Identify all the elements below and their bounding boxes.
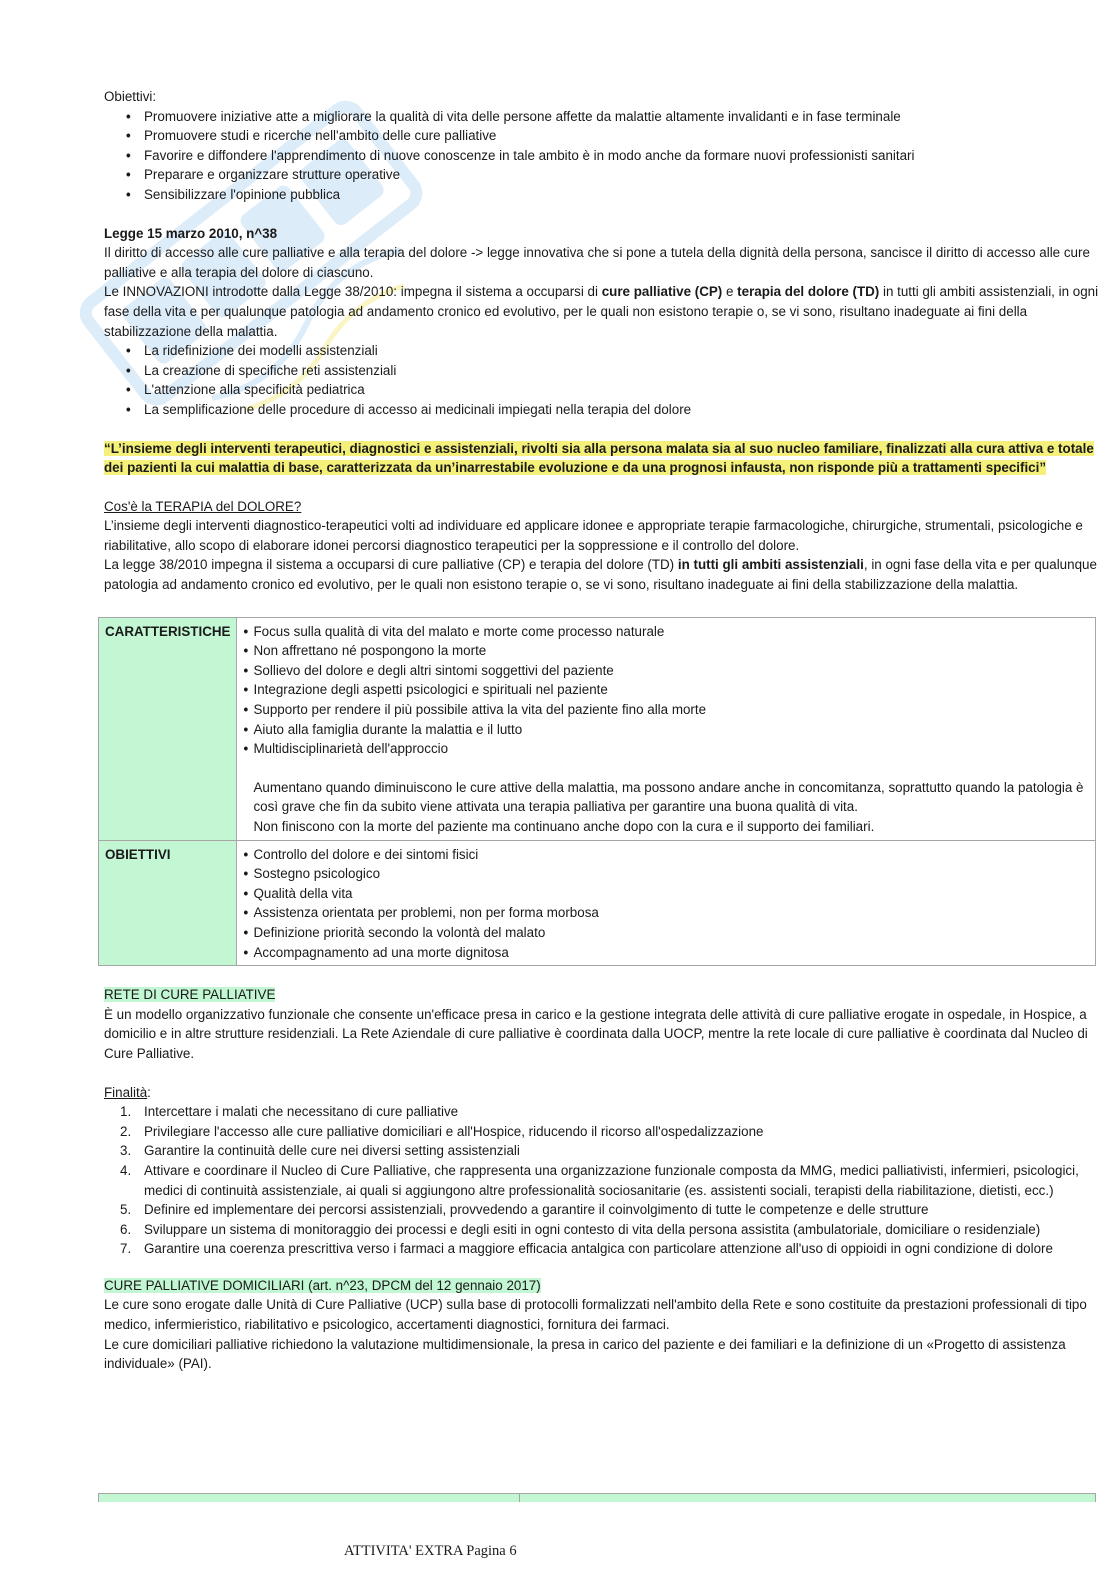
caratteristiche-note-1: Aumentano quando diminuiscono le cure attive della malattia, ma possono andare anche in concomitanza, soprattutto quando la patologia è così grave che fin da subito viene attivata una terapia palliativa per garantire una buona qualità di vita. [253, 779, 1084, 815]
page-footer: ATTIVITA' EXTRA Pagina 6 [344, 1543, 517, 1559]
list-item: 1. Intercettare i malati che necessitano di cure palliative [120, 1104, 459, 1120]
list-item: 4. Attivare e coordinare il Nucleo di Cure Palliative, che rappresenta una organizzazione funzionale composta da MMG, medici palliativisti, infermieri, psicologici, medici di continuità assistenziale, ai quali si aggiungono altre professionalità sociosanitarie (es. assistenti sociali, terapisti della riabilitazione, dietisti, ecc.) [120, 1162, 1079, 1198]
obiettivi-heading: Obiettivi: [104, 89, 157, 104]
rete-paragraph: È un modello organizzativo funzionale che consente un'efficace presa in carico e la gestione integrata delle attività di cure palliative erogate in ospedale, in Hospice, a domicilio e in altre strutture residenziali. La Rete Aziendale di cure palliative è coordinata dalla UOCP, mentre la rete locale di cure palliative è coordinata dal Nucleo di Cure Palliative. [104, 1006, 1088, 1061]
list-item: • Controllo del dolore e dei sintomi fisici [243, 845, 1089, 865]
list-item: • La creazione di specifiche reti assistenziali [124, 361, 1104, 381]
list-item: • Sollievo del dolore e degli altri sintomi soggettivi del paziente [243, 661, 1089, 681]
list-item: 2. Privilegiare l'accesso alle cure palliative domiciliari e all'Hospice, riducendo il ricorso all'ospedalizzazione [120, 1123, 764, 1139]
list-item: • Integrazione degli aspetti psicologici e spirituali nel paziente [243, 680, 1089, 700]
list-item: • Qualità della vita [243, 884, 1089, 904]
finalita-heading: Finalità: [104, 1084, 151, 1100]
list-item: 5. Definire ed implementare dei percorsi assistenziali, provvedendo a garantire il coinvolgimento di tutte le competenze e delle strutture [120, 1202, 929, 1218]
obiettivi-list [104, 107, 1104, 205]
list-item: • Multidisciplinarietà dell'approccio [243, 739, 1089, 759]
definition-quote: “L’insieme degli interventi terapeutici, diagnostici e assistenziali, rivolti sia alla persona malata sia al suo nucleo familiare, finalizzati alla cura attiva e totale dei pazienti la cui malattia di base, caratterizzata da un’inarrestabile evoluzione e da una prognosi infausta, non risponde più a trattamenti specifici” [104, 440, 1094, 476]
cure-palliative-table [98, 617, 1096, 967]
table-row [99, 617, 1096, 840]
list-item: 6. Sviluppare un sistema di monitoraggio dei processi e degli esiti in ogni contesto di vita della persona assistita (ambulatoriale, domiciliare o residenziale) [120, 1221, 1041, 1237]
legge-title: Legge 15 marzo 2010, n^38 [104, 225, 278, 241]
caratteristiche-cell [237, 617, 1096, 840]
list-item: • Accompagnamento ad una morte dignitosa [243, 943, 1089, 963]
list-item: • Assistenza orientata per problemi, non per forma morbosa [243, 903, 1089, 923]
list-item: • L'attenzione alla specificità pediatrica [124, 380, 1104, 400]
obiettivi-cell [237, 840, 1096, 966]
list-item: • Favorire e diffondere l'apprendimento di nuove conoscenze in tale ambito è in modo anche da formare nuovi professionisti sanitari [124, 146, 1104, 166]
list-item: • Focus sulla qualità di vita del malato e morte come processo naturale [243, 622, 1089, 642]
list-item: 7. Garantire una coerenza prescrittiva verso i farmaci a maggiore efficacia antalgica con particolare attenzione all'uso di oppioidi in ogni condizione di dolore [120, 1241, 1053, 1257]
list-item: • Non affrettano né pospongono la morte [243, 641, 1089, 661]
caratteristiche-note-2: Non finiscono con la morte del paziente ma continuano anche dopo con la cura e il supporto dei familiari. [253, 819, 875, 834]
list-item: • Definizione priorità secondo la volontà del malato [243, 923, 1089, 943]
bottom-table-fragment [98, 1490, 1096, 1502]
innovazioni-list [104, 341, 1104, 419]
list-item: • Sostegno psicologico [243, 864, 1089, 884]
list-item: • Promuovere studi e ricerche nell'ambito delle cure palliative [124, 126, 1104, 146]
caratteristiche-label: CARATTERISTICHE [99, 617, 237, 840]
list-item: • Supporto per rendere il più possibile attiva la vita del paziente fino alla morte [243, 700, 1089, 720]
domiciliari-paragraph-1: Le cure sono erogate dalle Unità di Cure Palliative (UCP) sulla base di protocolli formalizzati nell'ambito della Rete e sono costituite da prestazioni professionali di tipo medico, infermieristico, riabilitativo e psicologico, accertamenti diagnostici, fornitura dei farmaci. [104, 1297, 1087, 1333]
list-item: • La ridefinizione dei modelli assistenziali [124, 341, 1104, 361]
terapia-paragraph-2: La legge 38/2010 impegna il sistema a occuparsi di cure palliative (CP) e terapia del dolore (TD) in tutti gli ambiti assistenziali, in ogni fase della vita e per qualunque patologia ad andamento cronico ed evolutivo, per le quali non esistono terapie o, se vi sono, risultano inadeguate ai fini della stabilizzazione della malattia. [104, 557, 1097, 593]
document-page [104, 87, 1104, 1374]
terapia-heading: Cos'è la TERAPIA del DOLORE? [104, 498, 302, 514]
table-row [99, 840, 1096, 966]
legge-paragraph-1: Il diritto di accesso alle cure palliative e alla terapia del dolore -> legge innovativa che si pone a tutela della dignità della persona, sancisce il diritto di accesso alle cure palliative e alla terapia del dolore di ciascuno. [104, 245, 1090, 280]
finalita-list [104, 1102, 1104, 1259]
obiettivi-label: OBIETTIVI [99, 840, 237, 966]
list-item: • Preparare e organizzare strutture operative [124, 165, 1104, 185]
list-item: • Sensibilizzare l'opinione pubblica [124, 185, 1104, 205]
terapia-paragraph-1: L’insieme degli interventi diagnostico-terapeutici volti ad individuare ed applicare idonee e appropriate terapie farmacologiche, chirurgiche, strumentali, psicologiche e riabilitative, allo scopo di elaborare idonei percorsi diagnostico terapeutici per la soppressione e il controllo del dolore. [104, 518, 1083, 553]
rete-heading: RETE DI CURE PALLIATIVE [104, 987, 276, 1003]
legge-paragraph-2: Le INNOVAZIONI introdotte dalla Legge 38/2010: impegna il sistema a occuparsi di cure palliative (CP) e terapia del dolore (TD) in tutti gli ambiti assistenziali, in ogni fase della vita e per qualunque patologia ad andamento cronico ed evolutivo, per le quali non esistono terapie o, se vi sono, risultano inadeguate ai fini della stabilizzazione della malattia. [104, 284, 1099, 339]
list-item: • Promuovere iniziative atte a migliorare la qualità di vita delle persone affette da malattie altamente invalidanti e in fase terminale [124, 107, 1104, 127]
list-item: 3. Garantire la continuità delle cure nei diversi setting assistenziali [120, 1143, 520, 1159]
list-item: • La semplificazione delle procedure di accesso ai medicinali impiegati nella terapia del dolore [124, 400, 1104, 420]
list-item: • Aiuto alla famiglia durante la malattia e il lutto [243, 720, 1089, 740]
domiciliari-paragraph-2: Le cure domiciliari palliative richiedono la valutazione multidimensionale, la presa in carico del paziente e dei familiari e la definizione di un «Progetto di assistenza individuale» (PAI). [104, 1336, 1066, 1372]
domiciliari-heading: CURE PALLIATIVE DOMICILIARI (art. n^23, DPCM del 12 gennaio 2017) [104, 1277, 541, 1293]
